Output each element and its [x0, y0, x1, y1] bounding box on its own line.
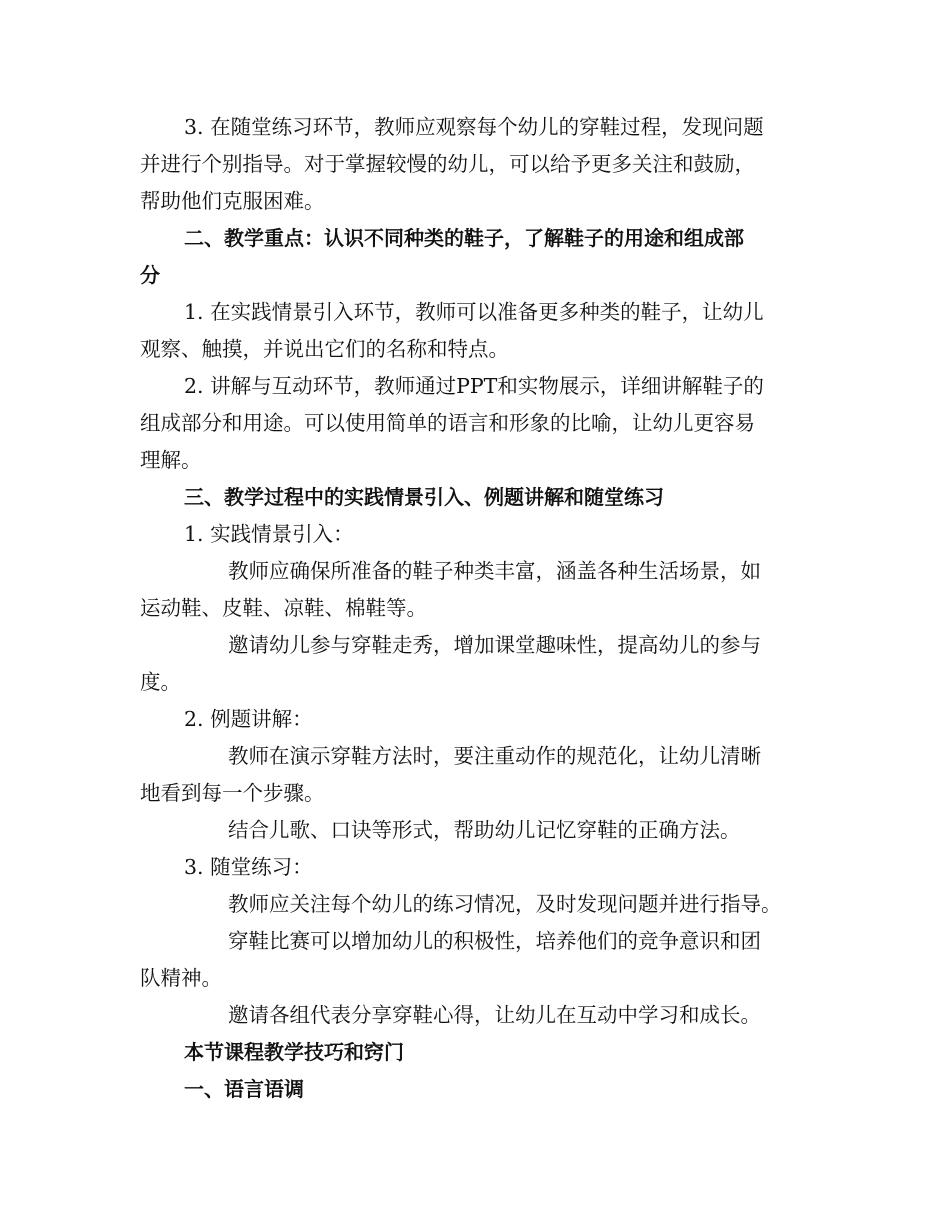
list-item: 1. 实践情景引入： [184, 522, 354, 546]
paragraph-line: 邀请幼儿参与穿鞋走秀，增加课堂趣味性，提高幼儿的参与 [228, 633, 761, 657]
section-heading: 一、语言语调 [184, 1077, 304, 1101]
section-heading: 二、教学重点：认识不同种类的鞋子，了解鞋子的用途和组成部 [184, 226, 744, 250]
list-item: 2. 例题讲解： [184, 707, 313, 731]
paragraph-line: 理解。 [140, 448, 202, 472]
paragraph-line: 教师应确保所准备的鞋子种类丰富，涵盖各种生活场景，如 [228, 559, 761, 583]
paragraph-line: 度。 [140, 670, 181, 694]
section-heading: 本节课程教学技巧和窍门 [184, 1040, 404, 1064]
paragraph-line: 组成部分和用途。可以使用简单的语言和形象的比喻，让幼儿更容易 [140, 411, 755, 435]
paragraph-line: 3. 在随堂练习环节，教师应观察每个幼儿的穿鞋过程，发现问题 [184, 115, 764, 139]
paragraph-line: 帮助他们克服困难。 [140, 189, 325, 213]
section-heading: 三、教学过程中的实践情景引入、例题讲解和随堂练习 [184, 485, 664, 509]
paragraph-line: 并进行个别指导。对于掌握较慢的幼儿，可以给予更多关注和鼓励， [140, 152, 755, 176]
paragraph-line: 教师在演示穿鞋方法时，要注重动作的规范化，让幼儿清晰 [228, 744, 761, 768]
paragraph-line: 教师应关注每个幼儿的练习情况，及时发现问题并进行指导。 [228, 892, 782, 916]
section-heading: 分 [140, 263, 160, 287]
paragraph-line: 队精神。 [140, 966, 222, 990]
paragraph-line: 邀请各组代表分享穿鞋心得，让幼儿在互动中学习和成长。 [228, 1003, 761, 1027]
paragraph-line: 穿鞋比赛可以增加幼儿的积极性，培养他们的竞争意识和团 [228, 929, 761, 953]
list-item: 3. 随堂练习： [184, 855, 313, 879]
paragraph-line: 运动鞋、皮鞋、凉鞋、棉鞋等。 [140, 596, 427, 620]
paragraph-line: 地看到每一个步骤。 [140, 781, 325, 805]
paragraph-line: 2. 讲解与互动环节，教师通过PPT和实物展示，详细讲解鞋子的 [184, 374, 764, 398]
paragraph-line: 1. 在实践情景引入环节，教师可以准备更多种类的鞋子，让幼儿 [184, 300, 764, 324]
paragraph-line: 观察、触摸，并说出它们的名称和特点。 [140, 337, 509, 361]
paragraph-line: 结合儿歌、口诀等形式，帮助幼儿记忆穿鞋的正确方法。 [228, 818, 741, 842]
